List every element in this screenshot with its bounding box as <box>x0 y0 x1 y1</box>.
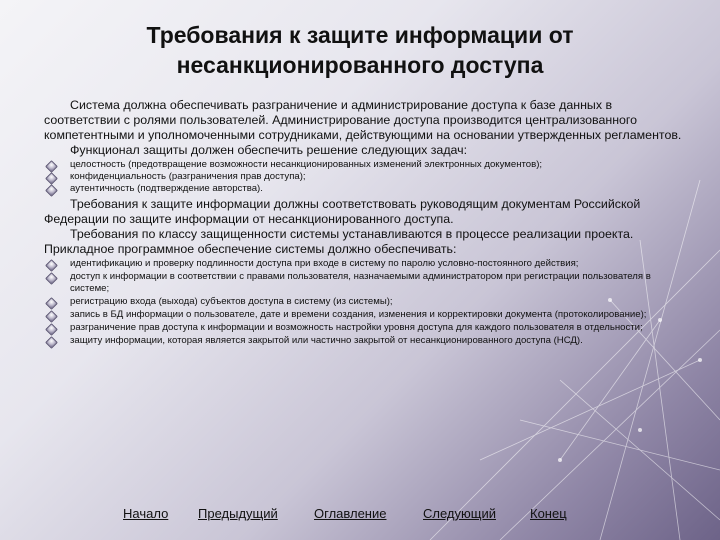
paragraph-access-control: Система должна обеспечивать разграничение и администрирование доступа к базе данных в соответствии с ролями пользователей. Администрирование доступа производится централизованного компетентными и уполномоченными сотрудниками, действующими на основании утвержденных регламентов. <box>44 98 682 142</box>
list-item <box>44 258 684 270</box>
nav-next-link[interactable]: Следующий <box>423 506 496 521</box>
navigation-bar <box>0 506 720 528</box>
bullet-icon <box>45 272 58 285</box>
nav-previous-link[interactable]: Предыдущий <box>198 506 278 521</box>
list-item-text: регистрацию входа (выхода) субъектов доступа в систему (из системы); <box>70 296 393 307</box>
list-item-text: доступ к информации в соответствии с правами пользователя, назначаемыми администратором при регистрации пользователя в системе; <box>70 271 651 294</box>
bullet-icon <box>45 297 58 310</box>
bullet-icon <box>45 323 58 336</box>
list-item <box>44 309 684 321</box>
bullet-icon <box>45 259 58 272</box>
paragraph-tasks-intro: Функционал защиты должен обеспечить решение следующих задач: <box>70 143 468 157</box>
list-item-text: разграничение прав доступа к информации и возможность настройки уровня доступа для каждого пользователя в отдельности; <box>70 322 643 333</box>
list-item <box>44 335 684 347</box>
tasks-list <box>44 159 684 195</box>
software-requirements-list <box>44 258 684 347</box>
content-body <box>44 98 684 349</box>
paragraph-regulatory: Требования к защите информации должны соответствовать руководящим документам Российской Федерации по защите информации от несанкционированного доступа. <box>44 197 641 226</box>
bullet-icon <box>45 310 58 323</box>
list-item-text: аутентичность (подтверждение авторства). <box>70 183 263 194</box>
list-item-text: конфиденциальность (разграничения прав доступа); <box>70 171 306 182</box>
list-item-text: идентификацию и проверку подлинности доступа при входе в систему по паролю условно-постоянного действия; <box>70 258 579 269</box>
page-title <box>0 20 720 80</box>
list-item <box>44 322 684 334</box>
nav-end-link[interactable]: Конец <box>530 506 567 521</box>
list-item <box>44 296 684 308</box>
bullet-icon <box>45 184 58 197</box>
list-item <box>44 271 684 295</box>
list-item <box>44 183 684 195</box>
nav-table-of-contents-link[interactable]: Оглавление <box>314 506 387 521</box>
list-item-text: запись в БД информации о пользователе, дате и времени создания, изменения и корректировки документа (протоколирование); <box>70 309 647 320</box>
nav-start-link[interactable]: Начало <box>123 506 169 521</box>
list-item-text: целостность (предотвращение возможности несанкционированных изменений электронных документов); <box>70 159 543 170</box>
title-line-1: Требования к защите информации от <box>146 22 574 48</box>
bullet-icon <box>45 336 58 349</box>
title-line-2: несанкционированного доступа <box>176 52 544 78</box>
list-item-text: защиту информации, которая является закрытой или частично закрытой от несанкционированного доступа (НСД). <box>70 335 583 346</box>
paragraph-security-class: Требования по классу защищенности системы устанавливаются в процессе реализации проекта. Прикладное программное обеспечение системы должно обеспечивать: <box>44 227 634 256</box>
list-item <box>44 171 684 183</box>
list-item <box>44 159 684 171</box>
